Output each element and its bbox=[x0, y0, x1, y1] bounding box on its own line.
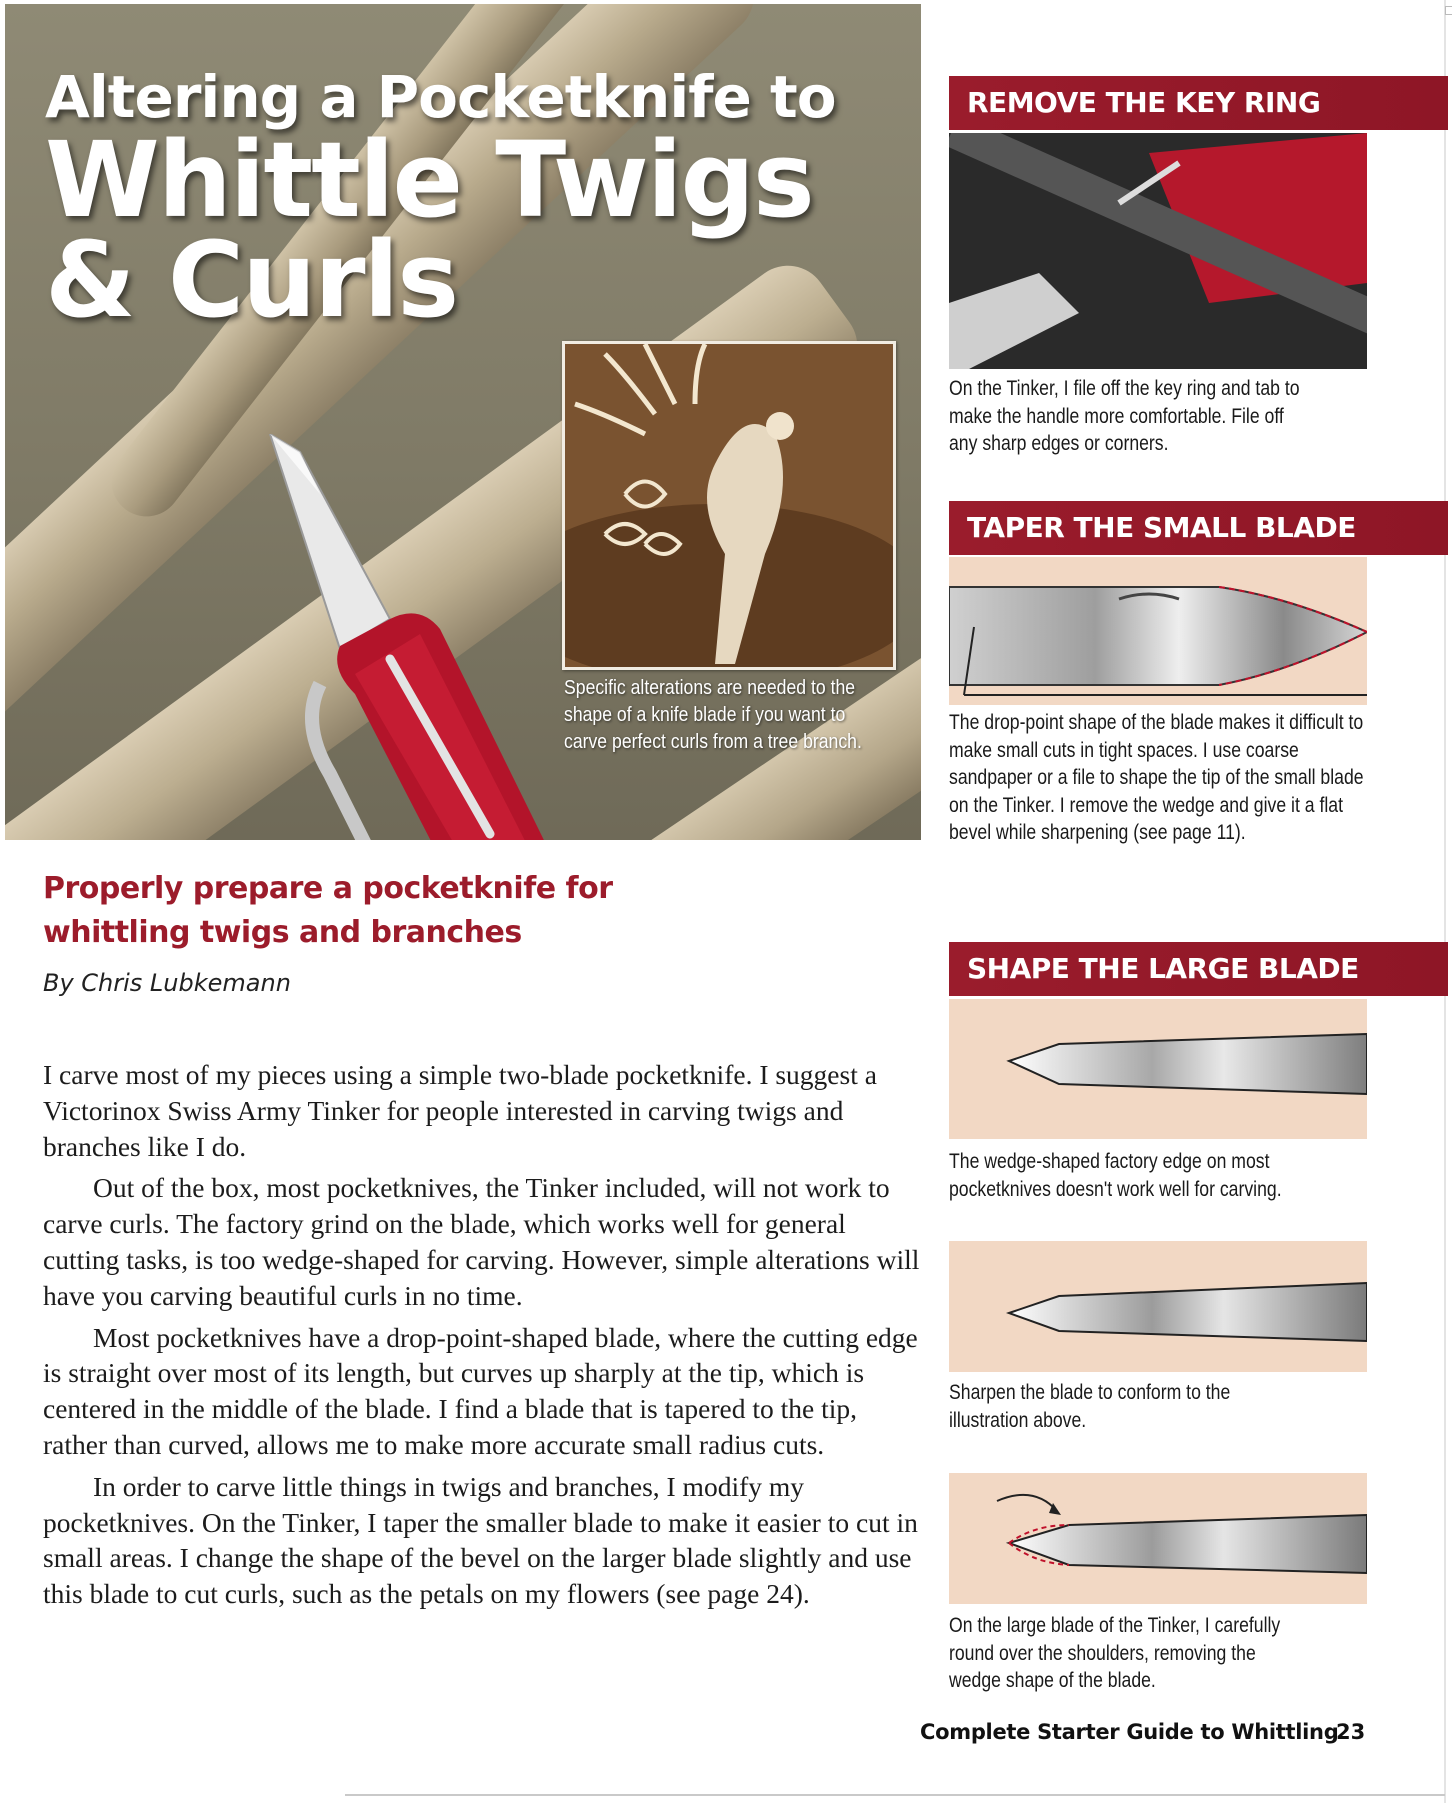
large-blade-illustration-2 bbox=[949, 1241, 1367, 1372]
body-paragraph: Most pocketknives have a drop-point-shaped blade, where the cutting edge is straight over most of its length, but curves up sharply at the tip, which is centered in the middle of the blade. I find a blade that is tapered to the tip, rather than curved, allows me to make more accurate small radius cuts. bbox=[43, 1321, 918, 1460]
page-edge bbox=[1444, 0, 1446, 1803]
article-subtitle: Properly prepare a pocketknife for whittling twigs and branches bbox=[43, 871, 613, 950]
body-paragraph: Out of the box, most pocketknives, the Tinker included, will not work to carve curls. The factory grind on the blade, which works well for general cutting tasks, is too wedge-shaped for carving. However, simple alterations will have you carving beautiful curls in no time. bbox=[43, 1172, 920, 1311]
hero-photo bbox=[5, 4, 921, 840]
large-blade-illustration-3 bbox=[949, 1473, 1367, 1604]
body-paragraph: In order to carve little things in twigs and branches, I modify my pocketknives. On the Tinker, I taper the smaller blade to make it easier to cut in small areas. I change the shape of the bevel on the larger blade slightly and use this blade to cut curls, such as the petals on my flowers (see page 24). bbox=[43, 1470, 918, 1610]
caption-remove-key-ring: On the Tinker, I file off the key ring and tab to make the handle more comfortable. File off any sharp edges or corners. bbox=[949, 376, 1300, 455]
article-byline: By Chris Lubkemann bbox=[43, 969, 291, 997]
caption-taper-small-blade: The drop-point shape of the blade makes it difficult to make small cuts in tight spaces. I use coarse sandpaper or a file to shape the tip of the small blade on the Tinker. I remove the wedge and give it a flat bevel while sharpening (see page 11). bbox=[949, 710, 1364, 844]
bottom-rule bbox=[345, 1794, 1445, 1796]
section-header-shape-large-blade: SHAPE THE LARGE BLADE bbox=[949, 942, 1448, 996]
file-key-ring-image bbox=[949, 133, 1367, 369]
small-blade-illustration bbox=[949, 557, 1367, 705]
page-corner-mark bbox=[1445, 6, 1452, 15]
body-paragraph: I carve most of my pieces using a simple two-blade pocketknife. I suggest a Victorinox Swiss Army Tinker for people interested in carving twigs and branches like I do. bbox=[43, 1059, 877, 1162]
article-title bbox=[45, 63, 836, 341]
article-title-line1: Altering a Pocketknife to bbox=[45, 63, 836, 131]
caption-large-blade-1: The wedge-shaped factory edge on most pocketknives doesn't work well for carving. bbox=[949, 1149, 1282, 1201]
large-blade-illustration-1 bbox=[949, 999, 1367, 1139]
page-number: 23 bbox=[1336, 1720, 1366, 1744]
footer-book-title: Complete Starter Guide to Whittling bbox=[920, 1720, 1339, 1744]
section-header-taper-small-blade: TAPER THE SMALL BLADE bbox=[949, 501, 1448, 555]
article-title-line2: Whittle Twigs bbox=[45, 119, 813, 241]
article-title-line3: & Curls bbox=[45, 219, 458, 341]
article-body bbox=[43, 1057, 923, 1618]
section-header-remove-key-ring: REMOVE THE KEY RING bbox=[949, 76, 1448, 130]
rooster-carving-image bbox=[562, 341, 896, 670]
caption-large-blade-2: Sharpen the blade to conform to the illustration above. bbox=[949, 1380, 1231, 1432]
inset-photo-caption: Specific alterations are needed to the shape of a knife blade if you want to carve perfect curls from a tree branch. bbox=[564, 676, 862, 753]
caption-large-blade-3: On the large blade of the Tinker, I carefully round over the shoulders, removing the wedge shape of the blade. bbox=[949, 1613, 1281, 1692]
